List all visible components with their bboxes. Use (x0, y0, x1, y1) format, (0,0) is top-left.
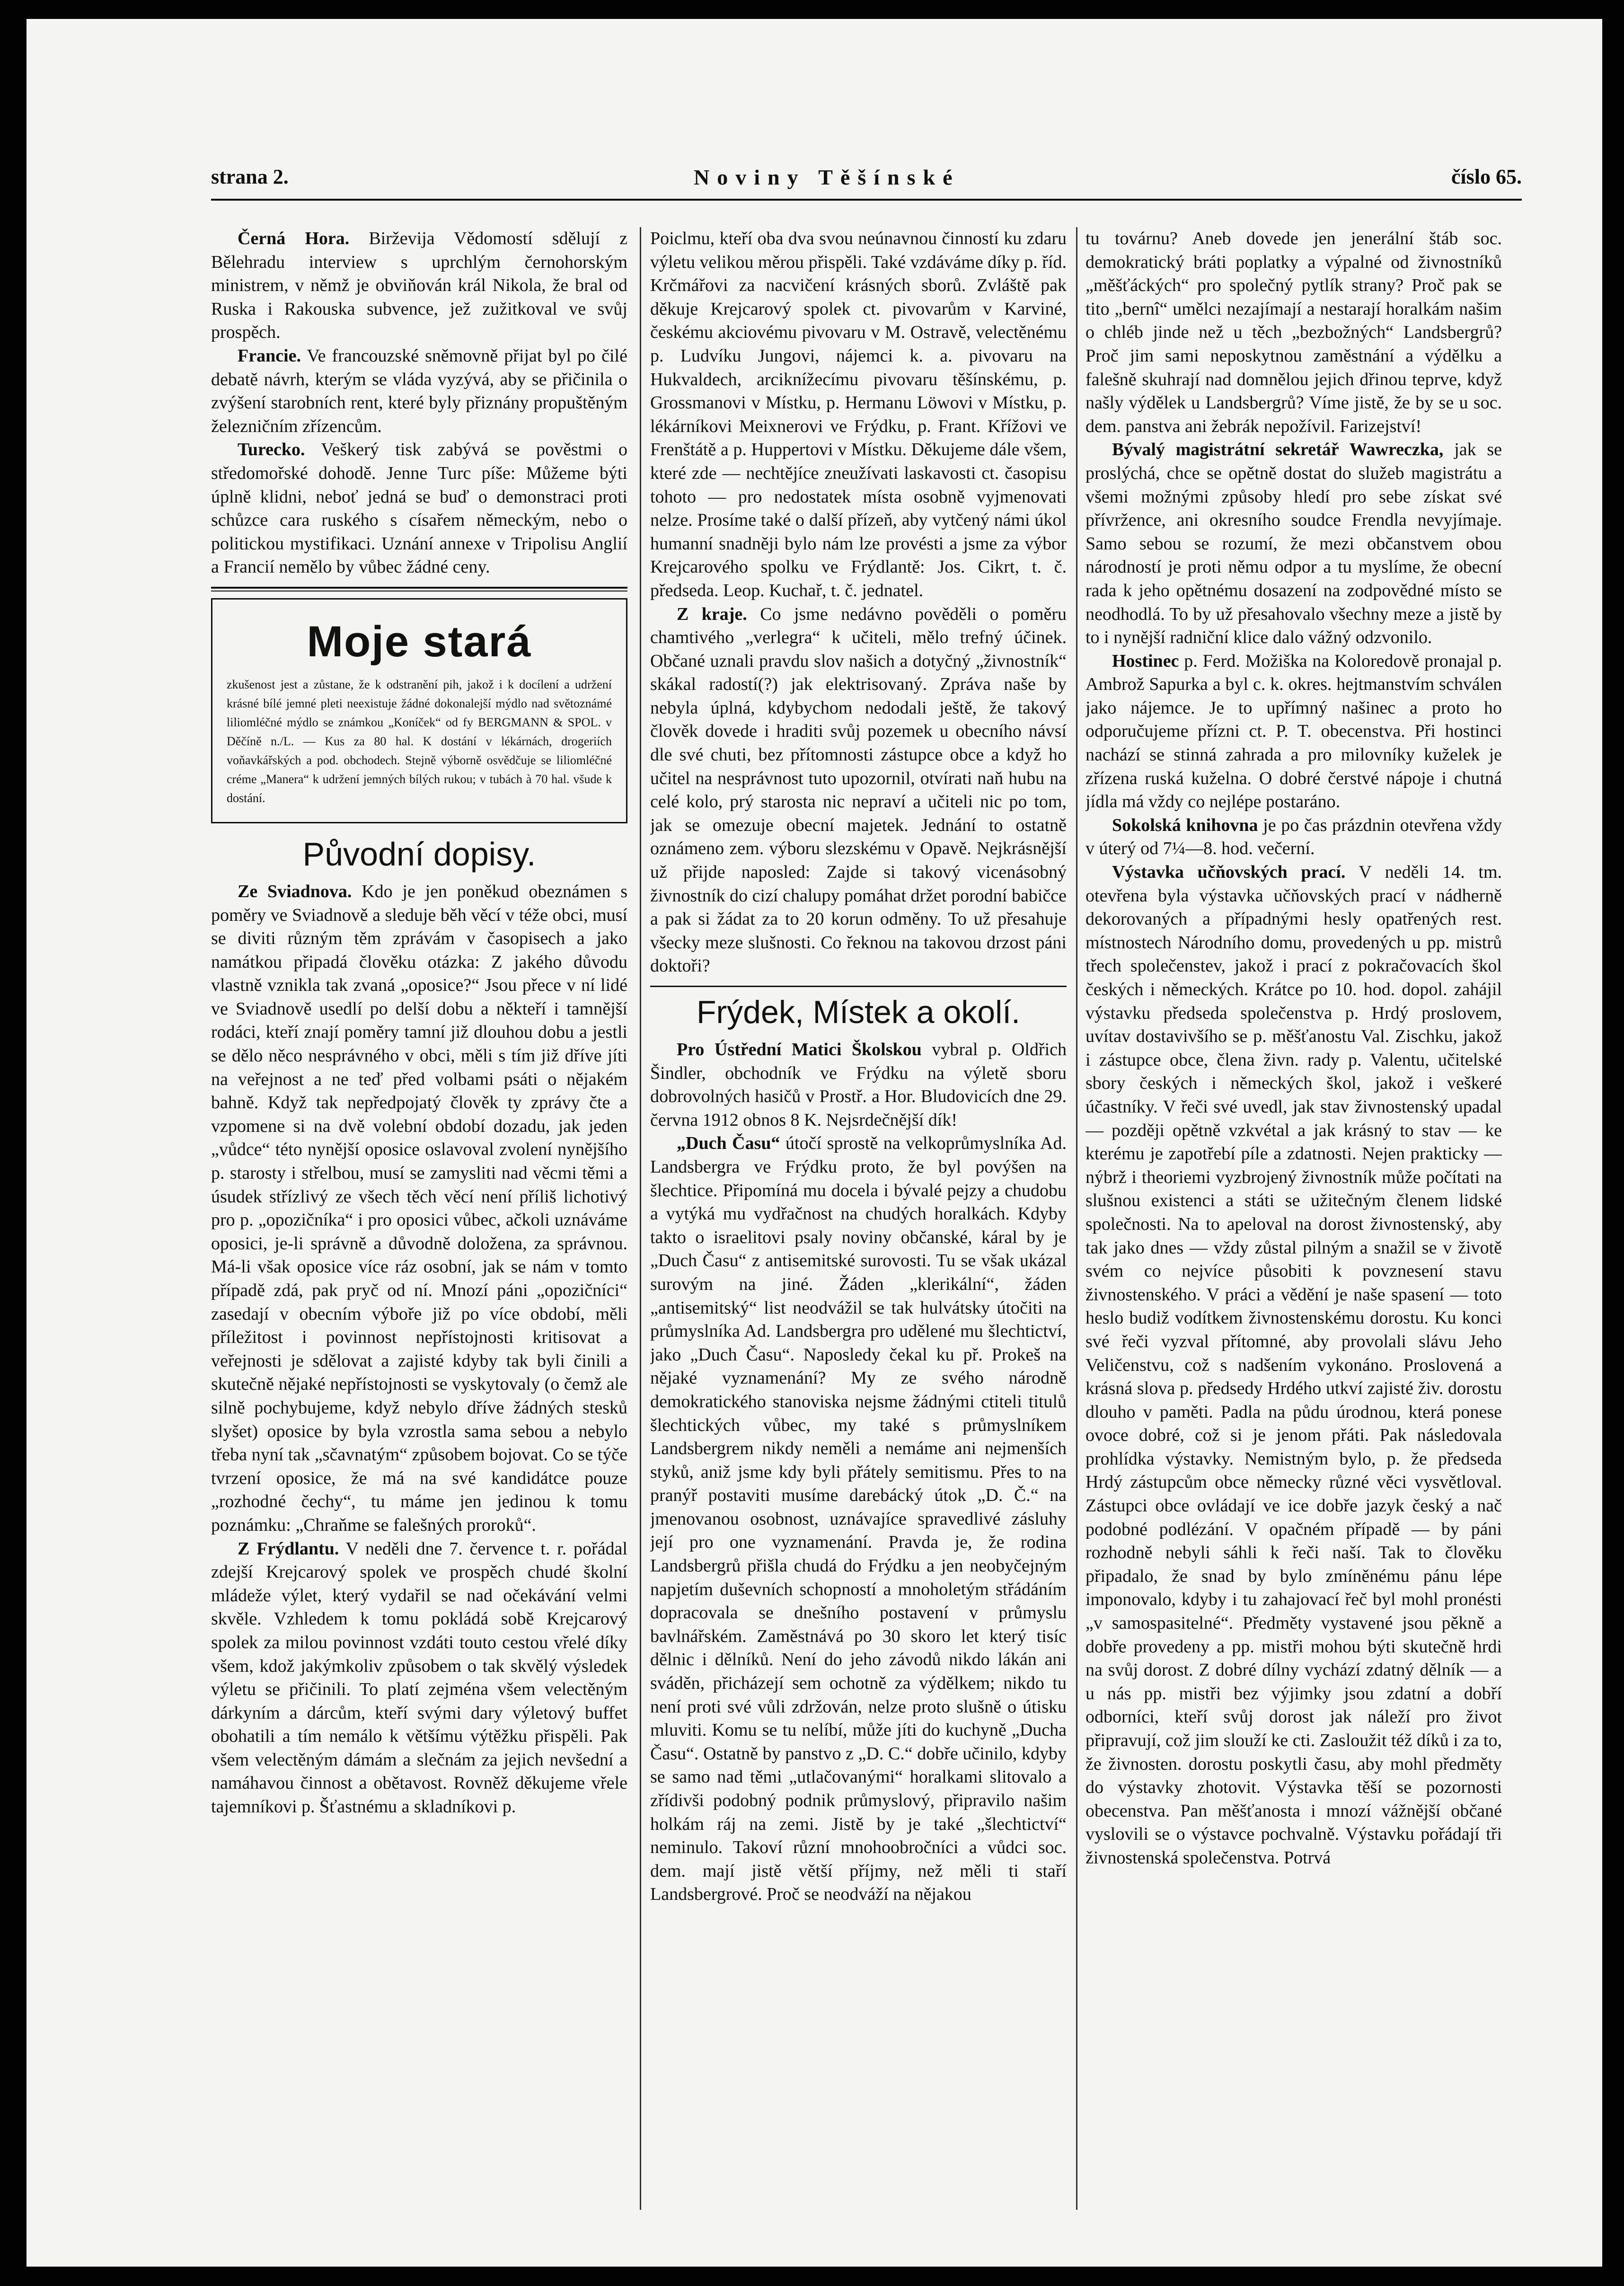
article-text: tu továrnu? Aneb dovede jen jenerální štáb soc. demokratický bráti poplatky a výpalné od živnostníků „měšťáckých“ pro společný pytlík strany? Proč pak se tito „bernî“ umělci nezajímají a nestarají horalkám našim o chléb jinde než u těch „bezbožných“ Landsbergrů? Proč jim sami neposkytnou zaměstnání a výdělku a falešně skuhrají nad domnělou jejich dřinou teprve, když našly výdělek u Landsbergrů? Víme jistě, že by se u soc. dem. panstva ani žebrák nepožívil. Farizejství! (1086, 229, 1502, 436)
column-3 (1086, 227, 1502, 2205)
article-text: Kdo je jen poněkud obeznámen s poměry ve Sviadnově a sleduje běh věcí v téže obci, musí se diviti různým těm zprávám v časopisech a jako namátkou připadá člověku otázka: Z jakého důvodu vlastně vznikla tak zvaná „oposice?“ Jsou přece v ní lidé ve Sviadnově usedlí po delší dobu a někteří i tamnější rodáci, kteří znají poměry tamní již dlouhou dobu a jestli se dělo něco nesprávného v obci, měli s tím již dříve jíti na veřejnost a ne teď před volbami psáti o nějakém bahně. Když tak nepředpojatý člověk ty zprávy čte a vzpomene si na dvě volební období dozadu, jak jeden „vůdce“ této nynější oposice oslavoval zvolení nynějšího p. starosty i střelbou, musí se zamysliti nad věcmi těmi a úsudek střízlivý ze všech těch věcí není příliš lichotivý pro p. „opozičníka“ i pro oposici vůbec, ačkoli uznáváme oposici, je-li správně a důvodně doložena, za správnou. Má-li však oposice více ráz osobní, jak se nám v tomto případě zdá, pak pryč od ní. Mnozí páni „opozičníci“ zasedají v obecním výboře již po více období, měli příležitost i povinnost nepřístojnosti kritisovat a veřejnosti je sdělovat a zajisté kdyby tak byli činili a skutečně nějaké nepřístojnosti se vyskytovaly (o čemž ale silně pochybujeme, když nebylo dříve žádných stesků slyšet) oposice by byla vzrostla sama sebou a nebylo třeba nyní tak „sčavnatým“ způsobem bojovat. Co se týče tvrzení oposice, že má na své kandidátce pouze „rozhodné čechy“, tu máme jen jedinou k tomu poznámku: „Chraňme se falešných proroků“. (211, 881, 627, 1535)
article-text: V neděli dne 7. července t. r. pořádal zdejší Krejcarový spolek ve prospěch chudé školní mládeže výlet, který vydařil se nad očekávání velmi skvěle. Vzhledem k tomu pokládá sobě Krejcarový spolek za milou povinnost vzdáti touto cestou vřelé díky všem, kdož jakýmkoliv způsobem o tak skvělý výsledek výletu se přičinili. To platí zejména všem velectěným dárkyním a dárcům, kteří svými dary výletový buffet obohatili a tím nemálo k většímu výtěžku přispěli. Pak všem velectěným dámám a slečnám za jejich nevšední a namáhavou činnost a obětavost. Rovněž děkujeme vřele tajemníkovi p. Šťastnému a skladníkovi p. (211, 1538, 627, 1817)
column-1 (211, 227, 627, 2205)
article-lead: Turecko. (238, 440, 305, 460)
article-text: je po čas prázdnin otevřena vždy v úterý od 7¼—8. hod. večerní. (1086, 815, 1502, 859)
article-text: Ve francouzské sněmovně přijat byl po čilé debatě návrh, kterým se vláda vyzývá, aby se přičinila o zvýšení starobních rent, které byly přiznány propuštěným železničním zřízencům. (211, 345, 627, 436)
article-lead: „Duch Času“ (677, 1133, 780, 1154)
article-francie (211, 344, 627, 438)
article-lead: Sokolská knihovna (1112, 815, 1258, 835)
article-text: Co jsme nedávno pověděli o poměru chamtivého „verlegra“ k učiteli, mělo trefný účinek. Občané uznali pravdu slov našich a dotyčný „živnostník“ skákal radostí(?) jak elektrisovaný. Zpráva naše by nebyla úplná, kdybychom nedodali ještě, že takový člověk dovede i hraditi svůj pozemek u obecního návsí dle své chuti, bez přítomnosti zástupce obce a když ho učitel na nesprávnost tuto upozornil, otvírati naň hubu na celé kolo, prý starosta nic nepraví a učiteli nic po tom, jak se omezuje obecní majetek. Jednání to ostatně oznámeno zem. výboru slezskému v Opavě. Nejkrásnější už přijde naposled: Zajde si takový vicenásobný živnostník do cizí chalupy pomáhat držet porodní babičce a pak si žádat za to 20 korun odměny. To už přesahuje všecky meze slušnosti. Co řeknou na takovou drzost páni doktoři? (650, 604, 1067, 976)
newspaper-page (26, 19, 1602, 2267)
article-lead: Z Frýdlantu. (238, 1538, 339, 1559)
article-vystavka (1086, 861, 1502, 1870)
article-lead: Hostinec (1112, 651, 1179, 671)
article-text: útočí sprostě na velkoprůmyslníka Ad. Landsbergra ve Frýdku proto, že byl povýšen na šlechtice. Připomíná mu docela i bývalé pejzy a chudobu a vytýká mu vydřačnost na chudých horalkách. Kdyby takto o israelitovi psaly noviny občanské, káral by je „Duch Času“ z antisemitské surovosti. Tu se však ukázal surovým na jiné. Žáden „klerikální“, žáden „antisemitský“ list neodvážil se tak hulvátsky útočiti na průmyslníka Ad. Landsbergra pro udělené mu šlechtictví, jako „Duch Času“. Naposledy čekal ku př. Prokeš na nějaké vyznamenání? My ze svého národně demokratického stanoviska nejsme žádnými ctiteli titulů šlechtických vůbec, my také s průmyslníkem Landsbergrem nikdy neměli a nemáme ani nejmenších styků, aniž jsme kdy byli přátely semitismu. Přes to na pranýř postaviti musíme darebácký útok „D. Č.“ na jmenovanou osobnost, uznávajíce spravedlivé zásluhy její pro one vyznamenání. Pravda je, že rodina Landsbergrů přišla chudá do Frýdku a jen neobyčejným napjetím duševních schopností a mnoholetým střádáním dopracovala se dnešního postavení v průmyslu bavlnářském. Zaměstnává po 30 skoro let který tisíc dělnic i dělníků. Není do jeho závodů nikdo lákán ani sváděn, přicházejí sem ochotně za výdělkem; nikdo tu není proti své vůli zdržován, nelze proto slušně o útisku mluviti. Komu se tu nelíbí, může jíti do kuchyně „Ducha Času“. Ostatně by panstvo z „D. C.“ dobře učinilo, kdyby se samo nad těmi „utlačovanými“ horalkami slitovalo a zřídivši podobný podnik průmyslový, připravilo našim holkám ráj na zemi. Jistě by je také „šlechtictví“ neminulo. Takoví různí mnohoobročníci a vůdci soc. dem. mají jistě větší příjmy, než měli ti staří Landsbergrové. Proč se neodváží na nějakou (650, 1133, 1067, 1905)
column-rule (1076, 227, 1077, 2210)
article-text: p. Ferd. Možiška na Koloredově pronajal p. Ambrož Sapurka a byl c. k. okres. hejtmanstvím schválen jako nájemce. Je to upřímný našinec a proto ho odporučujeme přízni ct. P. T. obecenstva. Při hostinci nachází se stinná zahrada a pro milovníky kuželek je zřízena ruská kuželna. O dobré čerstvé nápoje i chutná jídla má vždy co nejlépe postaráno. (1086, 651, 1502, 812)
column-rule (640, 227, 641, 2210)
page-number: strana 2. (211, 165, 289, 188)
advertisement-box (211, 598, 627, 823)
newspaper-title: Noviny Těšínské (694, 165, 960, 189)
article-text: Veškerý tisk zabývá se pověstmi o středomořské dohodě. Jenne Turc píše: Můžeme býti úplně klidni, neboť jedná se buď o demonstraci proti schůzce cara ruského s císařem německým, nebo o politickou mystifikaci. Uznání annexe v Tripolisu Anglií a Francií nemělo by vůbec žádné ceny. (211, 440, 627, 577)
article-lead: Z kraje. (677, 604, 747, 624)
article-cerna-hora (211, 227, 627, 344)
article-text: V neděli 14. tm. otevřena byla výstavka učňovských prací v nádherně dekorovaných a případnými hesly opatřených rest. místnostech Národního domu, provedených u pp. mistrů třech společenstev, jakož i prací z pokračovacích škol českých i německých. Krátce po 10. hod. dopol. zahájil výstavku předseda společenstva p. Hrdý proslovem, uvítav dostavivšího se p. měšťanostu Val. Zischku, jakož i zástupce obce, člena živn. rady p. Valentu, učitelské sbory českých i německých škol, jakož i veškeré účastníky. V řeči své uvedl, jak stav živnostenský upadal — později opětně vzkvétal a jak krásný to stav — ke kterému je zapotřebí píle a zdatnosti. Nejen prakticky — nýbrž i theoriemi vyzbrojený živnostník může počítati na slušnou existenci a státi se užitečným členem lidské společnosti. Na to apeloval na dorost živnostenský, aby tak jako dnes — vždy zůstal pilným a snažil se v životě svém co nejvíce působiti k povznesení stavu živnostenského. V práci a vědění je naše spasení — toto heslo budiž vodítkem živnostenskému dorostu. Ku konci své řeči vyzval přítomné, aby provolali slávu Jeho Veličenstvu, což s nadšením vykonáno. Proslovená a krásná slova p. předsedy Hrdého utkví zajisté živ. dorostu dlouho v paměti. Padla na půdu úrodnou, která ponese ovoce dobré, což si je jenom přáti. Pak následovala prohlídka výstavky. Nemistným bylo, p. že předseda Hrdý zástupcům obce německy různé věci vysvětloval. Zástupci obce ovládají ve ice dobře jazyk český a nač podobné podlézání. V opačném případě — by páni rozhodně nebyli sáhli k řeči naší. Tak to člověku připadalo, že snad by bylo zmíněnému pánu lépe imponovalo, kdyby i tu zahajovací řeč byl mohl pronésti „v samospasitelné“. Předměty vystavené jsou pěkně a dobře provedeny a pp. mistři mohou býti skutečně hrdi na svůj dorost. Z dobré dílny vychází zdatný dělník — a u nás pp. mistři bez výjimky jsou zdatní a dobří odborníci, kteří svůj dorost jak náleží pro život připravují, což jim slouží ke cti. Zasloužit též díků i za to, že živnosten. dorostu poskytli času, aby mohl předměty do výstavky zhotovit. Výstavka těší se pozornosti obecenstva. Pan měšťanosta i mnozí vážnější občané vyslovili se o výstavce pochvalně. Výstavku pořádají tři živnostenská společenstva. Potrvá (1086, 862, 1502, 1868)
article-matice-skolska (650, 1038, 1067, 1132)
double-rule (211, 587, 627, 591)
article-lead: Černá Hora. (238, 229, 350, 248)
article-text: jak se proslýchá, chce se opětně dostat do služeb magistrátu a všemi možnými způsoby hledí pro sebe získat své přívržence, ani okresního soudce Frendla nevyjímaje. Samo sebou se rozumí, že mezi občanstvem obou národností je proti němu odpor a tu myslíme, že obecní rada k jeho opětnému dosazení na zodpovědné místo se neodhodlá. To by už přesahovalo všechny meze a jistě by to i nynější radniční klice dalo vážný odzvonilo. (1086, 440, 1502, 648)
page-header (211, 161, 1522, 201)
article-lead: Pro Ústřední Matici Školskou (677, 1040, 922, 1059)
ad-text: zkušenost jest a zůstane, že k odstranění pih, jakož i k docílení a udržení krásné bílé jemné pleti neexistuje žádné dokonalejší mýdlo nad světoznámé liliomléčné mýdlo se známkou „Koníček“ od fy BERGMANN & SPOL. v Děčíně n./L. — Kus za 80 hal. K dostání v lékárnách, drogeriích voňavkářských a pod. obchodech. Stejně výborně osvědčuje se liliomléčné créme „Manera“ k udržení jemných bílých rukou; v tubách à 70 hal. všude k dostání. (227, 677, 612, 805)
article-lead: Bývalý magistrátní sekretář Wawreczka, (1112, 440, 1444, 460)
article-duch-casu (650, 1132, 1067, 1906)
section-heading-puvodni-dopisy: Původní dopisy. (302, 835, 536, 873)
article-continuation (650, 227, 1067, 603)
issue-number: číslo 65. (1451, 165, 1522, 188)
article-text: Poiclmu, kteří oba dva svou neúnavnou činností ku zdaru výletu velikou měrou přispěli. Také vzdáváme díky p. říd. Krčmářovi za nacvičení krásných sborů. Zvláště pak děkuje Krejcarový spolek ct. pivovarům v Karviné, českému akciovému pivovaru v M. Ostravě, velectěnému p. Ludvíku Jungovi, nájemci k. a. pivovaru na Hukvaldech, arciknížecímu pivovaru těšínskému, p. Grossmanovi v Místku, p. Hermanu Löwovi v Místku, p. lékárníkovi Meixnerovi ve Frýdku, p. Frant. Křížovi ve Frenštátě a p. Huppertovi v Místku. Děkujeme dále všem, které zde — nechtějíce zneužívati laskavosti ct. časopisu tohoto — pro nedostatek místa osobně vyjmenovati nelze. Prosíme také o další přízeň, aby vytčený námi úkol humanní snadněji bylo nám lze provésti a jsme za výbor Krejcarového spolku ve Frýdlantě: Jos. Cikrt, t. č. předseda. Leop. Kuchař, t. č. jednatel. (650, 229, 1067, 600)
article-wawreczka (1086, 438, 1502, 649)
article-z-frydlantu (211, 1537, 627, 1819)
ad-title: Moje stará (307, 617, 532, 666)
article-text: vybral p. Oldřich Šindler, obchodník ve Frýdku na výletě sboru dobrovolných hasičů v Prostř. a Hor. Bludovicích dne 29. června 1912 obnos 8 K. Nejsrdečnější dík! (650, 1040, 1067, 1130)
article-z-kraje (650, 603, 1067, 979)
article-lead: Ze Sviadnova. (238, 881, 352, 901)
article-lead: Výstavka učňovských prací. (1112, 862, 1346, 883)
article-turecko (211, 438, 627, 579)
article-lead: Francie. (238, 345, 301, 366)
section-heading-frydek-mistek: Frýdek, Místek a okolí. (650, 986, 1067, 1033)
article-continuation (1086, 227, 1502, 438)
column-2 (650, 227, 1067, 2205)
article-ze-sviadnova (211, 880, 627, 1537)
article-text: Birževija Vědomostí sdělují z Bělehradu interview s uprchlým černohorským ministrem, v němž je obviňován král Nikola, že bral od Ruska i Rakouska subvence, jež zužitkoval ve svůj prospěch. (211, 229, 627, 343)
article-hostinec (1086, 650, 1502, 814)
article-sokolska-knihovna (1086, 814, 1502, 861)
